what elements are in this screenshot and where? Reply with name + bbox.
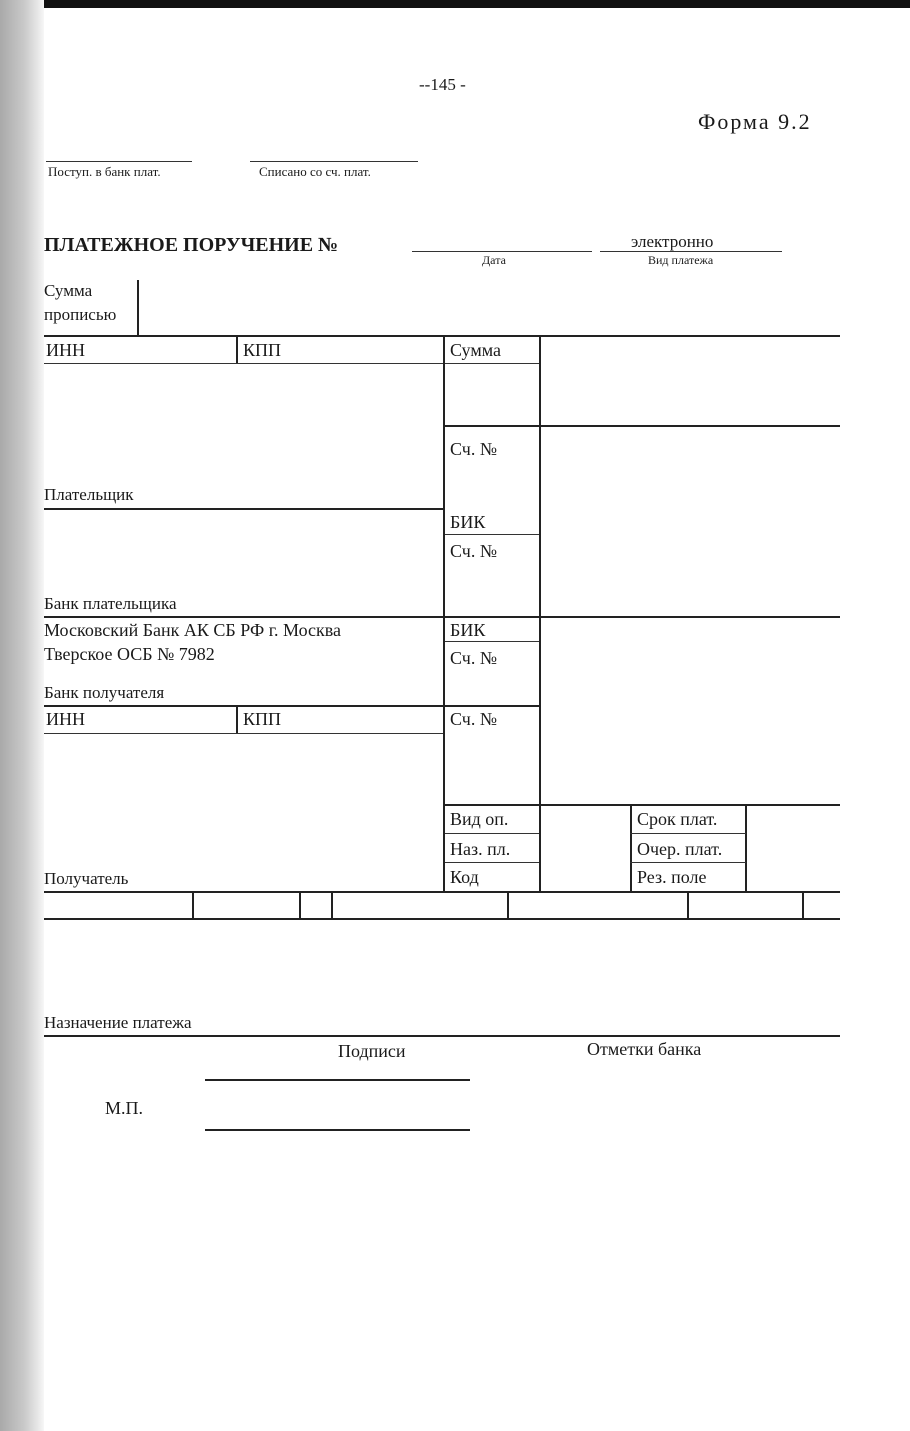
purpose-code-line [444,862,540,863]
extra-divider-1 [192,891,194,919]
payer-label: Плательщик [44,485,134,504]
payer-bank-account-label: Сч. № [450,541,497,561]
debited-label: Списано со сч. плат. [259,164,371,179]
extra-divider-6 [802,891,804,919]
stamp-label: М.П. [105,1098,144,1118]
amount-words-label-line2: прописью [44,305,117,324]
payer-bottom-line [44,508,444,510]
extra-divider-5 [687,891,689,919]
payer-bank-label: Банк плательщика [44,594,177,613]
purpose-code-label: Наз. пл. [450,839,511,859]
payer-account-label: Сч. № [450,439,497,459]
date-line [412,251,592,252]
recipient-bank-bottom-line [44,705,540,707]
payer-sum-line [444,363,540,364]
bank-marks-label: Отметки банка [587,1039,702,1059]
op-type-line [444,833,540,834]
recipient-bank-account-label: Сч. № [450,648,497,668]
payer-sum-bottom-line [444,425,840,427]
page-number: --145 - [419,75,466,94]
received-line [46,161,192,162]
due-date-left-divider [630,804,632,892]
recipient-bank-bik-label: БИК [450,620,486,640]
form-title: ПЛАТЕЖНОЕ ПОРУЧЕНИЕ № [44,234,339,256]
codes-top-line [444,804,840,806]
extra-divider-3 [331,891,333,919]
recipient-bank-name-line1: Московский Банк АК СБ РФ г. Москва [44,620,342,640]
payer-sum-label: Сумма [450,340,501,360]
op-type-label: Вид оп. [450,809,509,829]
recipient-bank-bik-line [444,641,540,642]
date-caption: Дата [482,253,506,267]
payer-inn-divider [236,336,238,364]
recipient-kpp-label: КПП [243,709,282,729]
payment-type-line [600,251,782,252]
middle-right-divider [539,336,541,892]
payer-inn-label: ИНН [46,340,85,360]
payer-bank-bik-line [444,534,540,535]
payment-type-value: электронно [631,232,714,251]
payer-inn-row-line [44,363,444,364]
recipient-inn-divider [236,705,238,733]
payer-bank-bik-label: БИК [450,512,486,532]
purpose-bottom-line [44,1035,840,1037]
payer-bank-bottom-line [44,616,840,618]
due-date-label: Срок плат. [637,809,718,829]
recipient-inn-row-line [44,733,444,734]
recipient-bank-name-line2: Тверское ОСБ № 7982 [44,644,215,664]
due-date-line [630,833,746,834]
extra-divider-2 [299,891,301,919]
recipient-account-label: Сч. № [450,709,497,729]
page-binding-shadow [0,0,44,1431]
due-date-right-divider [745,804,747,892]
priority-label: Очер. плат. [637,839,723,859]
page-top-edge [0,0,910,8]
debited-line [250,161,418,162]
recipient-label: Получатель [44,869,129,888]
purpose-label: Назначение платежа [44,1013,192,1032]
amount-words-divider [137,280,139,336]
received-label: Поступ. в банк плат. [48,164,161,179]
recipient-bottom-line [44,891,840,893]
extra-divider-4 [507,891,509,919]
priority-line [630,862,746,863]
recipient-inn-label: ИНН [46,709,85,729]
middle-left-divider [443,336,445,892]
recipient-bank-label: Банк получателя [44,683,165,702]
amount-words-label-line1: Сумма [44,281,93,300]
extra-row-bottom-line [44,918,840,920]
form-label: Форма 9.2 [698,109,812,134]
signature-line-2 [205,1129,470,1131]
reserve-label: Рез. поле [637,867,707,887]
signature-line-1 [205,1079,470,1081]
payer-kpp-label: КПП [243,340,282,360]
amount-words-bottom-line [44,335,840,337]
code-label: Код [450,867,479,887]
payment-type-caption: Вид платежа [648,253,714,267]
signatures-label: Подписи [338,1041,406,1061]
